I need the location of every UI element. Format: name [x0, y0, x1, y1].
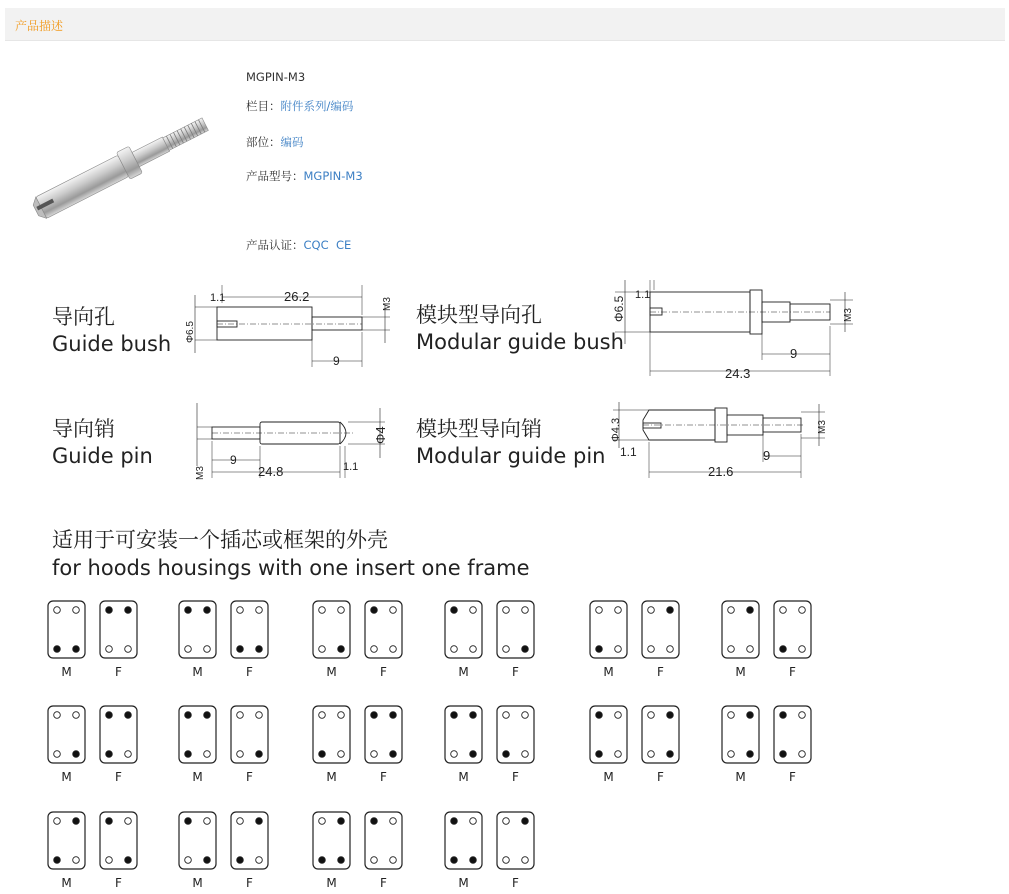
pin-filled [125, 857, 132, 864]
pin-filled [338, 818, 345, 825]
label-female: F [115, 876, 122, 890]
pin-filled [451, 712, 458, 719]
section-header [5, 8, 1005, 41]
modular-guide-pin-drawing [605, 398, 845, 483]
dim-24-8: 24.8 [258, 464, 284, 479]
dim-1-1: 1.1 [210, 292, 226, 304]
pin-empty [648, 751, 655, 758]
modular-guide-bush-title-cn: 模块型导向孔 [416, 303, 542, 327]
pin-empty [615, 751, 622, 758]
pin-empty [54, 818, 61, 825]
pin-filled [780, 712, 787, 719]
pin-filled [667, 751, 674, 758]
label-female: F [512, 770, 519, 784]
pin-empty [799, 646, 806, 653]
pin-empty [319, 712, 326, 719]
pin-box-female [497, 601, 534, 679]
pin-empty [522, 751, 529, 758]
section-header-title: 产品描述 [15, 19, 64, 33]
label-female: F [789, 665, 796, 679]
pin-empty [371, 646, 378, 653]
product-cert [246, 237, 351, 253]
pin-empty [615, 646, 622, 653]
dim-21-6: 21.6 [708, 464, 734, 479]
pin-box-male [48, 812, 85, 890]
pin-filled [522, 646, 529, 653]
label-female: F [380, 770, 387, 784]
pin-filled [185, 818, 192, 825]
pin-box-female [365, 812, 402, 890]
pin-box-female [365, 706, 402, 784]
pin-empty [522, 712, 529, 719]
pin-box-male [48, 706, 85, 784]
pin-empty [237, 607, 244, 614]
pin-filled [338, 646, 345, 653]
pin-empty [799, 607, 806, 614]
dim-1-1: 1.1 [635, 289, 651, 301]
pin-box-male [445, 812, 482, 890]
label-male: M [192, 770, 203, 784]
pin-empty [503, 712, 510, 719]
pin-empty [204, 646, 211, 653]
pin-filled [73, 818, 80, 825]
pin-box-female [642, 601, 679, 679]
pin-empty [615, 607, 622, 614]
pin-box-female [231, 601, 268, 679]
pin-empty [648, 607, 655, 614]
pin-empty [237, 712, 244, 719]
label-male: M [603, 770, 614, 784]
label-male: M [61, 665, 72, 679]
label-male: M [61, 770, 72, 784]
label-female: F [657, 770, 664, 784]
usage-text-en: for hoods housings with one insert one frame [52, 556, 530, 580]
pin-empty [256, 857, 263, 864]
pin-empty [470, 607, 477, 614]
pin-filled [185, 751, 192, 758]
pin-empty [503, 818, 510, 825]
pin-box-female [100, 601, 137, 679]
pin-filled [503, 751, 510, 758]
pin-empty [371, 751, 378, 758]
pin-empty [54, 751, 61, 758]
pin-empty [503, 607, 510, 614]
pin-filled [204, 607, 211, 614]
pin-filled [780, 646, 787, 653]
label-male: M [458, 876, 469, 890]
label-female: F [246, 876, 253, 890]
pin-filled [125, 712, 132, 719]
pin-empty [470, 818, 477, 825]
product-name: MGPIN-M3 [246, 70, 306, 84]
pin-empty [54, 712, 61, 719]
pin-empty [106, 857, 113, 864]
label-female: F [380, 876, 387, 890]
pin-filled [319, 751, 326, 758]
pin-empty [648, 712, 655, 719]
pin-filled [596, 751, 603, 758]
pin-filled [106, 818, 113, 825]
label-male: M [458, 770, 469, 784]
label-male: M [735, 770, 746, 784]
pin-filled [451, 857, 458, 864]
dim-1-1: 1.1 [620, 445, 637, 459]
pin-empty [338, 712, 345, 719]
pin-empty [204, 751, 211, 758]
product-model [246, 168, 363, 184]
label-female: F [246, 770, 253, 784]
pin-empty [185, 646, 192, 653]
label-male: M [192, 665, 203, 679]
pin-empty [256, 712, 263, 719]
pin-empty [390, 646, 397, 653]
pin-filled [256, 751, 263, 758]
dim-m3: M3 [817, 420, 828, 434]
pin-empty [106, 646, 113, 653]
pin-box-female [774, 706, 811, 784]
label-male: M [326, 665, 337, 679]
pin-box-female [497, 812, 534, 890]
pin-box-male [722, 706, 759, 784]
pin-filled [106, 751, 113, 758]
pin-box-female [100, 706, 137, 784]
pin-empty [237, 751, 244, 758]
pin-filled [237, 646, 244, 653]
label-male: M [603, 665, 614, 679]
pin-empty [747, 646, 754, 653]
pin-empty [522, 607, 529, 614]
dim-m3: M3 [382, 297, 393, 311]
dim-phi-6-5: Φ6.5 [185, 321, 196, 343]
pin-filled [780, 751, 787, 758]
label-female: F [115, 665, 122, 679]
label-male: M [61, 876, 72, 890]
product-photo [25, 95, 225, 235]
pin-box-male [445, 601, 482, 679]
label-female: F [512, 665, 519, 679]
pin-empty [451, 751, 458, 758]
pin-box-male [179, 706, 216, 784]
label-male: M [458, 665, 469, 679]
label-male: M [326, 770, 337, 784]
guide-bush-drawing [180, 285, 395, 370]
pin-empty [125, 646, 132, 653]
pin-empty [125, 818, 132, 825]
category-label: 栏目： [246, 99, 281, 113]
modular-guide-pin-title-en: Modular guide pin [416, 444, 606, 468]
pin-filled [73, 751, 80, 758]
pin-filled [256, 646, 263, 653]
pin-filled [237, 857, 244, 864]
pin-filled [596, 712, 603, 719]
label-male: M [192, 876, 203, 890]
guide-bush-title-en: Guide bush [52, 332, 172, 356]
pin-box-female [100, 812, 137, 890]
pin-box-female [231, 706, 268, 784]
pin-filled [319, 857, 326, 864]
pin-empty [451, 646, 458, 653]
modular-guide-bush-title-en: Modular guide bush [416, 330, 624, 354]
guide-pin-drawing [180, 398, 395, 483]
label-male: M [735, 665, 746, 679]
pin-empty [596, 607, 603, 614]
pin-empty [522, 857, 529, 864]
guide-pin-title-en: Guide pin [52, 444, 153, 468]
pin-empty [204, 818, 211, 825]
pin-filled [667, 607, 674, 614]
pin-empty [73, 607, 80, 614]
pin-empty [73, 857, 80, 864]
pin-filled [470, 712, 477, 719]
dim-9: 9 [790, 346, 798, 361]
product-category [246, 98, 353, 114]
pin-empty [185, 857, 192, 864]
pin-empty [390, 857, 397, 864]
pin-empty [503, 857, 510, 864]
pin-box-male [313, 706, 350, 784]
pin-empty [73, 712, 80, 719]
pin-filled [390, 712, 397, 719]
pin-filled [204, 857, 211, 864]
pin-box-female [497, 706, 534, 784]
category-link[interactable]: 附件系列/编码 [280, 99, 354, 113]
pin-filled [54, 857, 61, 864]
part-link[interactable]: 编码 [280, 135, 304, 149]
cert-link-ce[interactable]: CE [335, 238, 352, 252]
dim-phi-6-5: Φ6.5 [612, 295, 626, 322]
pin-filled [185, 607, 192, 614]
pin-box-male [445, 706, 482, 784]
dim-phi-4: Φ4 [373, 426, 388, 444]
pin-filled [185, 712, 192, 719]
pin-empty [648, 646, 655, 653]
pin-empty [125, 751, 132, 758]
pin-empty [799, 712, 806, 719]
pin-empty [338, 607, 345, 614]
pin-filled [747, 712, 754, 719]
pin-filled [470, 857, 477, 864]
pin-box-female [231, 812, 268, 890]
pin-filled [470, 751, 477, 758]
pin-filled [596, 646, 603, 653]
pin-box-male [48, 601, 85, 679]
pin-empty [371, 857, 378, 864]
pin-filled [667, 712, 674, 719]
pin-empty [667, 646, 674, 653]
model-label: 产品型号： [246, 169, 304, 183]
pin-filled [371, 818, 378, 825]
dim-1-1: 1.1 [343, 461, 359, 473]
pin-box-female [365, 601, 402, 679]
pin-coding-grid [0, 595, 1009, 894]
label-female: F [657, 665, 664, 679]
pin-filled [371, 607, 378, 614]
pin-empty [319, 607, 326, 614]
pin-empty [503, 646, 510, 653]
pin-box-male [722, 601, 759, 679]
dim-m3: M3 [195, 466, 206, 480]
guide-bush-title-cn: 导向孔 [52, 305, 115, 329]
pin-filled [54, 646, 61, 653]
pin-empty [256, 607, 263, 614]
pin-filled [204, 712, 211, 719]
pin-filled [338, 857, 345, 864]
dim-9: 9 [333, 354, 340, 368]
label-female: F [115, 770, 122, 784]
pin-box-male [313, 812, 350, 890]
dim-26-2: 26.2 [284, 289, 310, 304]
pin-box-male [590, 601, 627, 679]
cert-label: 产品认证： [246, 238, 304, 252]
pin-empty [728, 607, 735, 614]
pin-empty [780, 607, 787, 614]
label-female: F [789, 770, 796, 784]
pin-empty [799, 751, 806, 758]
product-part [246, 134, 304, 150]
pin-box-male [179, 601, 216, 679]
dim-m3: M3 [843, 308, 854, 322]
guide-pin-title-cn: 导向销 [52, 417, 115, 441]
pin-filled [451, 818, 458, 825]
pin-empty [54, 607, 61, 614]
model-link[interactable]: MGPIN-M3 [303, 169, 363, 183]
pin-filled [125, 607, 132, 614]
pin-empty [338, 751, 345, 758]
modular-guide-pin-title-cn: 模块型导向销 [416, 417, 542, 441]
pin-filled [747, 751, 754, 758]
pin-empty [237, 818, 244, 825]
label-female: F [512, 876, 519, 890]
pin-filled [106, 607, 113, 614]
pin-filled [256, 818, 263, 825]
pin-box-female [642, 706, 679, 784]
pin-filled [73, 646, 80, 653]
pin-filled [451, 607, 458, 614]
modular-guide-bush-drawing [605, 272, 860, 384]
cert-link-cqc[interactable]: CQC [303, 238, 329, 252]
pin-box-male [313, 601, 350, 679]
part-label: 部位： [246, 135, 281, 149]
label-female: F [380, 665, 387, 679]
dim-9: 9 [230, 453, 237, 467]
pin-box-male [590, 706, 627, 784]
pin-filled [747, 607, 754, 614]
pin-empty [470, 646, 477, 653]
pin-empty [728, 646, 735, 653]
pin-empty [615, 712, 622, 719]
pin-empty [319, 646, 326, 653]
pin-empty [728, 751, 735, 758]
pin-empty [390, 607, 397, 614]
pin-filled [371, 712, 378, 719]
dim-24-3: 24.3 [725, 366, 751, 381]
pin-empty [390, 818, 397, 825]
dim-phi-4-3: Φ4.3 [610, 417, 622, 442]
usage-text-cn: 适用于可安装一个插芯或框架的外壳 [52, 528, 388, 552]
pin-box-female [774, 601, 811, 679]
pin-empty [728, 712, 735, 719]
pin-filled [522, 818, 529, 825]
pin-empty [319, 818, 326, 825]
pin-filled [106, 712, 113, 719]
dim-9: 9 [763, 448, 771, 463]
pin-filled [390, 751, 397, 758]
label-female: F [246, 665, 253, 679]
label-male: M [326, 876, 337, 890]
pin-box-male [179, 812, 216, 890]
